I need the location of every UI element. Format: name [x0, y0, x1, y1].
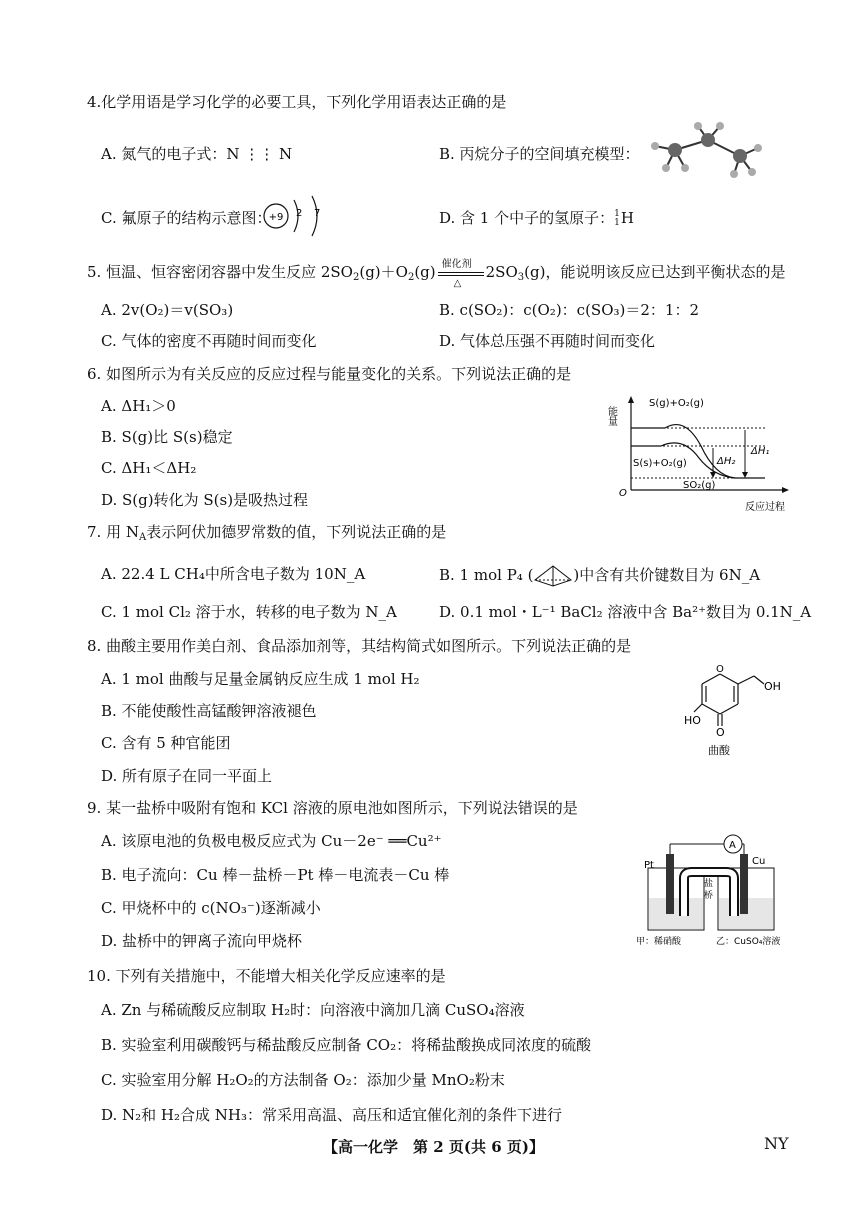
fluorine-atom-diagram — [262, 194, 332, 240]
q4-option-d — [439, 208, 634, 228]
q5-stem: 5. 恒温、恒容密闭容器中发生反应 $2SO_2(g)+O_2(g)$ 催化剂 △ $2SO_3(g)$，能说明该反应已达到平衡状态的是 — [87, 259, 786, 289]
q10-option-a: A. Zn 与稀硫酸反应制取 H₂时：向溶液中滴加几滴 CuSO₄溶液 — [101, 1001, 525, 1019]
kojic-acid-structure — [680, 660, 790, 760]
q9-option-c: C. 甲烧杯中的 c(NO₃⁻)逐渐减小 — [101, 899, 321, 917]
q5-option-a: A. 2v(O₂)＝v(SO₃) — [101, 301, 234, 319]
mass-number: 1 — [614, 209, 620, 219]
atomic-number: 1 — [614, 218, 620, 228]
salt-bridge-label-1: 盐 — [704, 879, 714, 889]
propane-model-figure — [640, 118, 770, 184]
q6-option-a: A. ΔH₁＞0 — [101, 397, 176, 415]
q8-stem: 8. 曲酸主要用作美白剂、食品添加剂等，其结构简式如图所示。下列说法正确的是 — [87, 637, 632, 655]
dh1-label: ΔH₁ — [751, 446, 770, 457]
y-axis-label: 能量 — [605, 406, 617, 426]
q9-option-b: B. 电子流向：Cu 棒－盐桥－Pt 棒－电流表－Cu 棒 — [101, 866, 450, 884]
left-beaker-label: 甲：稀硝酸 — [636, 937, 682, 947]
page-footer: 【高一化学 第 2 页(共 6 页)】 — [323, 1138, 544, 1156]
q4-d-text: D. 含 1 个中子的氢原子： — [439, 209, 615, 227]
q6-option-b: B. S(g)比 S(s)稳定 — [101, 428, 233, 446]
q6-option-d: D. S(g)转化为 S(s)是吸热过程 — [101, 491, 309, 509]
q9-option-a: A. 该原电池的负极电极反应式为 Cu－2e⁻ ══Cu²⁺ — [101, 832, 442, 850]
q5-option-c: C. 气体的密度不再随时间而变化 — [101, 332, 317, 350]
ketone-oxygen: O — [716, 726, 725, 739]
q5-option-d: D. 气体总压强不再随时间而变化 — [439, 332, 656, 350]
x-axis-label: 反应过程 — [745, 502, 785, 513]
q10-stem: 10. 下列有关措施中，不能增大相关化学反应速率的是 — [87, 967, 446, 985]
right-beaker-label: 乙：CuSO₄溶液 — [716, 937, 781, 947]
pt-electrode-label: Pt — [644, 860, 654, 871]
nucleus-charge: +9 — [268, 212, 284, 223]
q10-option-b: B. 实验室利用碳酸钙与稀盐酸反应制备 CO₂：将稀盐酸换成同浓度的硫酸 — [101, 1036, 592, 1054]
q10-option-c: C. 实验室用分解 H₂O₂的方法制备 O₂：添加少量 MnO₂粉末 — [101, 1071, 505, 1089]
q4-option-a: A. 氮气的电子式：N ⋮⋮ N — [101, 145, 293, 163]
q7-stem: 7. 用 $N_A$表示阿伏加德罗常数的值，下列说法正确的是 — [87, 523, 447, 543]
origin-label: O — [619, 488, 627, 499]
q4-option-b: B. 丙烷分子的空间填充模型： — [439, 145, 640, 163]
q7-option-d: D. 0.1 mol・L⁻¹ BaCl₂ 溶液中含 Ba²⁺数目为 0.1N_A — [439, 603, 812, 621]
q6-stem: 6. 如图所示为有关反应的反应过程与能量变化的关系。下列说法正确的是 — [87, 365, 572, 383]
q7-option-c: C. 1 mol Cl₂ 溶于水，转移的电子数为 N_A — [101, 603, 397, 621]
q7-option-a: A. 22.4 L CH₄中所含电子数为 10N_A — [101, 565, 366, 583]
ring-oxygen: O — [716, 664, 724, 675]
enol-ho: HO — [684, 714, 701, 727]
q8-option-c: C. 含有 5 种官能团 — [101, 734, 231, 752]
q6-option-c: C. ΔH₁＜ΔH₂ — [101, 459, 197, 477]
q9-stem: 9. 某一盐桥中吸附有饱和 KCl 溶液的原电池如图所示，下列说法错误的是 — [87, 799, 578, 817]
hydroxymethyl-oh: OH — [764, 680, 781, 693]
dh2-label: ΔH₂ — [717, 456, 736, 467]
ammeter-label: A — [729, 840, 736, 851]
energy-diagram — [605, 390, 800, 516]
catalyst-arrow: 催化剂 △ — [436, 263, 486, 283]
galvanic-cell-figure — [630, 828, 800, 952]
bottom-state-label: SO₂(g) — [683, 480, 716, 491]
hydrogen-symbol: H — [620, 209, 634, 227]
q9-option-d: D. 盐桥中的钾离子流向甲烧杯 — [101, 932, 303, 950]
salt-bridge-label-2: 桥 — [704, 891, 714, 901]
p4-tetrahedron-icon — [533, 564, 573, 588]
cu-electrode-label: Cu — [752, 856, 766, 867]
q8-option-a: A. 1 mol 曲酸与足量金属钠反应生成 1 mol H₂ — [101, 670, 420, 688]
q7-option-b: B. 1 mol P₄ ( )中含有共价键数目为 6N_A — [439, 564, 760, 588]
second-shell-electrons: 7 — [314, 208, 321, 219]
q4-stem: 4.化学用语是学习化学的必要工具，下列化学用语表达正确的是 — [87, 93, 507, 111]
q8-option-d: D. 所有原子在同一平面上 — [101, 767, 273, 785]
q5-option-b: B. c(SO₂)：c(O₂)：c(SO₃)＝2：1：2 — [439, 301, 699, 319]
q8-option-b: B. 不能使酸性高锰酸钾溶液褪色 — [101, 702, 317, 720]
q10-option-d: D. N₂和 H₂合成 NH₃：常采用高温、高压和适宜催化剂的条件下进行 — [101, 1106, 563, 1124]
corner-code: NY — [764, 1134, 789, 1153]
first-shell-electrons: 2 — [296, 208, 303, 219]
q4-option-c: C. 氟原子的结构示意图： — [101, 209, 272, 227]
middle-state-label: S(s)+O₂(g) — [633, 458, 687, 469]
top-state-label: S(g)+O₂(g) — [649, 398, 704, 409]
compound-name: 曲酸 — [708, 744, 730, 757]
